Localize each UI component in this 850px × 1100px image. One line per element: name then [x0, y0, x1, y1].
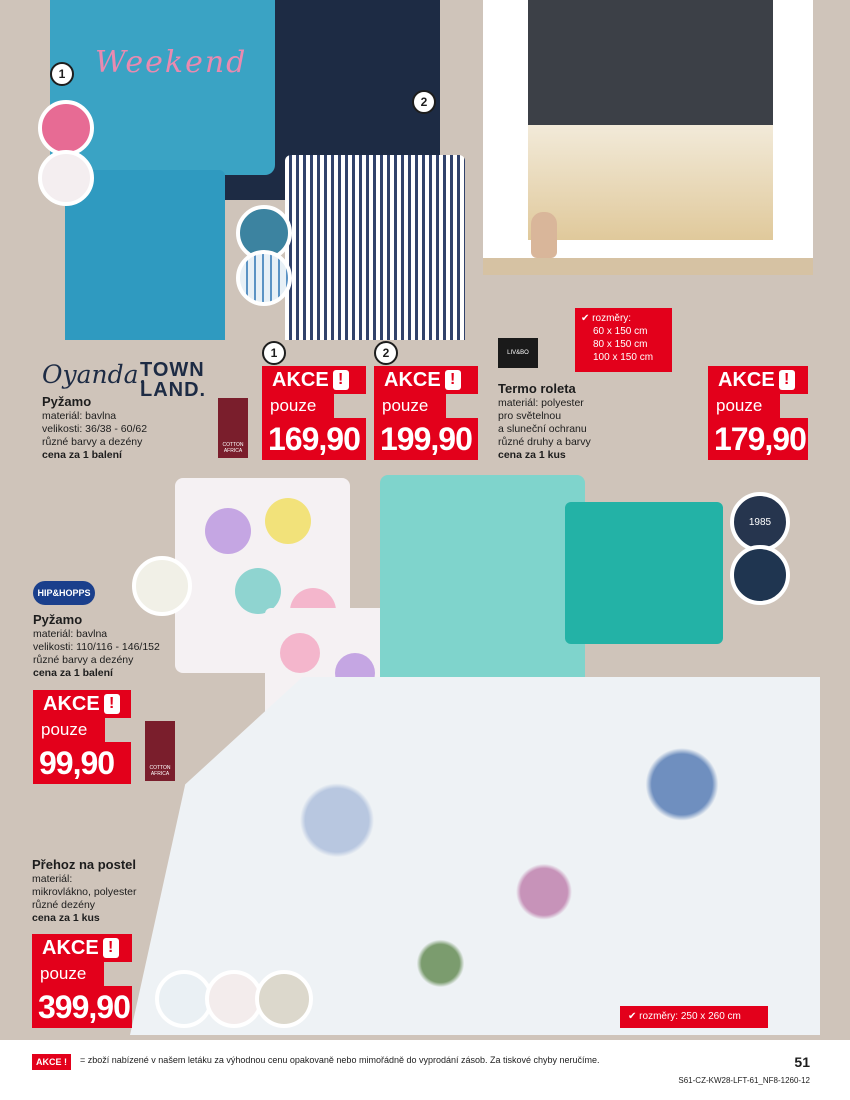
price-value: 99,90 [33, 742, 131, 784]
exclamation-icon: ! [333, 370, 349, 390]
roleta-image [483, 0, 813, 275]
price-value: 199,90 [374, 418, 478, 460]
check-icon: ✔ [628, 1011, 640, 1022]
avocado-swatch [132, 556, 192, 616]
striped-shorts-image [285, 155, 465, 340]
pouze-label: pouze [32, 962, 104, 986]
pouze-label: pouze [708, 394, 780, 418]
dimension-row: 60 x 150 cm [593, 326, 648, 337]
desc-line: materiál: bavlna [33, 628, 108, 640]
desc-line: různé barvy a dezény [33, 654, 134, 666]
desc-line: a sluneční ochranu [498, 423, 587, 435]
desc-line: mikrovlákno, polyester [32, 886, 137, 898]
footer-akce-label: AKCE ! [32, 1054, 71, 1070]
blind [528, 0, 773, 125]
blue-shorts-image [65, 170, 225, 340]
cotton-africa-badge: COTTON AFRICA [218, 398, 248, 458]
mint-shorts-image [565, 502, 723, 644]
window-sill [483, 258, 813, 275]
pyzamo-kids-description [33, 612, 203, 680]
akce-label: AKCE ! [32, 934, 132, 962]
mint-tshirt-image [380, 475, 585, 700]
vase [531, 212, 557, 258]
footer [0, 1040, 850, 1100]
akce-label: AKCE ! [374, 366, 478, 394]
leaflet-code: S61-CZ-KW28-LFT-61_NF8-1260-12 [678, 1076, 810, 1085]
desc-line: materiál: [32, 873, 73, 885]
exclamation-icon: ! [779, 370, 795, 390]
product-name: Pyžamo [42, 394, 92, 409]
desc-line: velikosti: 110/116 - 146/152 [33, 641, 160, 653]
dimension-row: 80 x 150 cm [593, 339, 648, 350]
dimension-row: 100 x 150 cm [593, 352, 654, 363]
flower-print [205, 508, 251, 554]
dimensions-title: ✔ rozměry: [581, 313, 632, 324]
window-view [528, 125, 773, 240]
check-swatch [236, 250, 292, 306]
desc-line: materiál: polyester [498, 397, 584, 409]
brand-hiphopps-logo: HIP&HOPPS [33, 581, 95, 605]
roleta-dimensions [575, 308, 672, 372]
tag-number: 1 [262, 341, 286, 365]
pyzamo-adult-description [42, 394, 217, 462]
prehoz-description [32, 857, 172, 925]
check-icon: ✔ [581, 313, 593, 324]
pouze-label: pouze [374, 394, 446, 418]
akce-label: AKCE ! [262, 366, 366, 394]
image-number: 1 [50, 62, 74, 86]
brand-oyanda-logo: Oyanda. [42, 360, 147, 389]
exclamation-icon: ! [103, 938, 119, 958]
price-unit: cena za 1 balení [42, 449, 122, 461]
desc-line: materiál: bavlna [42, 410, 117, 422]
emblem-swatch: 1985 [730, 492, 790, 552]
brand-townland-logo: TOWN LAND. [140, 359, 207, 401]
price-unit: cena za 1 kus [32, 912, 100, 924]
pouze-label: pouze [33, 718, 105, 742]
desc-line: různé barvy a dezény [42, 436, 143, 448]
pouze-label: pouze [262, 394, 334, 418]
akce-label: AKCE ! [708, 366, 808, 394]
footer-note: = zboží nabízené v našem letáku za výhodnou cenu opakovaně nebo mimořádně do vyprodání zásob. Za tiskové chyby neručíme. [80, 1055, 600, 1065]
navy-swatch [730, 545, 790, 605]
desc-line: pro světelnou [498, 410, 562, 422]
desc-line: různé dezény [32, 899, 96, 911]
flower-print [280, 633, 320, 673]
exclamation-icon: ! [104, 694, 120, 714]
tshirt-print: Weekend [95, 45, 248, 80]
image-number: 2 [412, 90, 436, 114]
roleta-description [498, 381, 638, 462]
cotton-africa-badge: COTTON AFRICA [145, 721, 175, 781]
desc-line: velikosti: 36/38 - 60/62 [42, 423, 148, 435]
tag-number: 2 [374, 341, 398, 365]
pink-swatch [38, 100, 94, 156]
flower-print [265, 498, 311, 544]
price-value: 169,90 [262, 418, 366, 460]
exclamation-icon: ! [445, 370, 461, 390]
quilt-swatch [255, 970, 313, 1028]
prehoz-dimensions: ✔ rozměry: 250 x 260 cm [620, 1006, 768, 1028]
price-value: 399,90 [32, 986, 132, 1028]
exclamation-icon: ! [64, 1057, 68, 1067]
product-name: Přehoz na postel [32, 857, 137, 872]
price-unit: cena za 1 kus [498, 449, 566, 461]
floral-swatch [38, 150, 94, 206]
price-unit: cena za 1 balení [33, 667, 113, 679]
product-name: Termo roleta [498, 381, 576, 396]
brand-livbo-logo: LIV&BO [498, 338, 538, 368]
desc-line: různé druhy a barvy [498, 436, 591, 448]
page-number: 51 [794, 1054, 810, 1070]
product-name: Pyžamo [33, 612, 83, 627]
price-value: 179,90 [708, 418, 808, 460]
akce-label: AKCE ! [33, 690, 131, 718]
